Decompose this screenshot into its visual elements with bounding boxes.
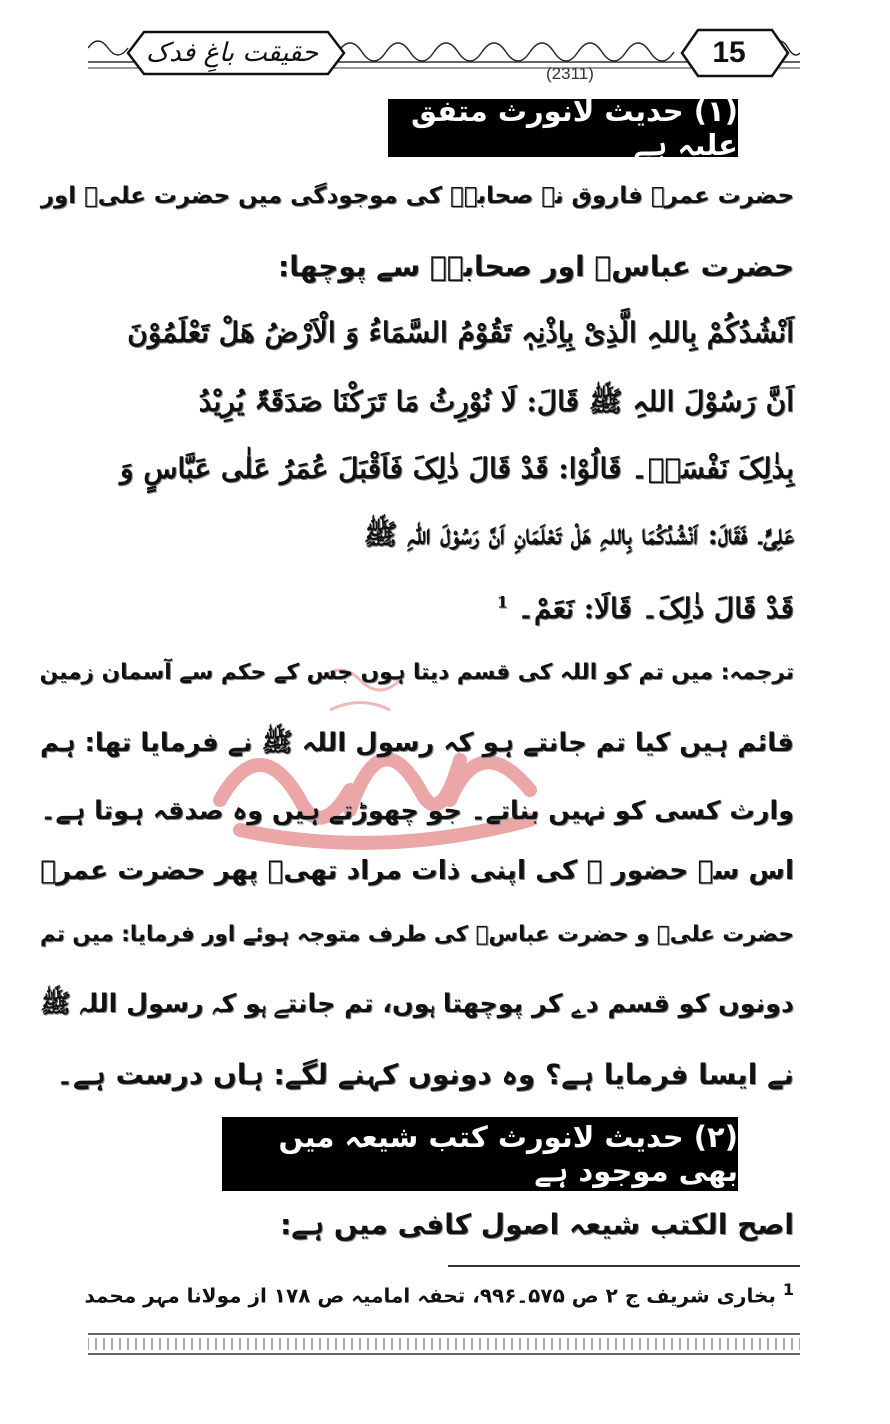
intro-line: حضرت عباسؓ اور صحابہؓ سے پوچھا: bbox=[278, 250, 794, 283]
explanation-line: اس سے حضور ﷺ کی اپنی ذات مراد تھی۔ پھر حضرت عمرؓ bbox=[40, 855, 794, 886]
arabic-line: بِذٰلِکَ نَفْسَہٗ۔ قَالُوْا: قَدْ قَالَ ذٰلِکَ فَاَقْبَلَ عُمَرُ عَلٰی عَبَّاسٍ وَ bbox=[120, 452, 794, 485]
arabic-line: اَنْشُدُکُمْ بِاللہِ الَّذِیْ بِاِذْنِہٖ تَقُوْمُ السَّمَاءُ وَ الْاَرْضُ ھَلْ تَعْلَمُوْنَ bbox=[127, 316, 794, 349]
translation-line: ترجمہ: میں تم کو اللہ کی قسم دیتا ہوں جس کے حکم سے آسمان زمین bbox=[39, 660, 794, 685]
footnote-number: 1 bbox=[782, 1280, 794, 1299]
translation-line: قائم ہیں کیا تم جانتے ہو کہ رسول اللہ ﷺ نے فرمایا تھا: ہم bbox=[40, 728, 794, 758]
page-header bbox=[88, 22, 800, 82]
reference-number: (2311) bbox=[546, 64, 594, 83]
explanation-line: حضرت علیؓ و حضرت عباسؓ کی طرف متوجہ ہوئے اور فرمایا: میں تم bbox=[40, 922, 794, 947]
explanation-line: دونوں کو قسم دے کر پوچھتا ہوں، تم جانتے ہو کہ رسول اللہ ﷺ bbox=[40, 988, 794, 1018]
translation-line: وارث کسی کو نہیں بناتے۔ جو چھوڑتے ہیں وہ صدقہ ہوتا ہے۔ bbox=[40, 795, 794, 825]
arabic-line-text: قَدْ قَالَ ذٰلِکَ۔ قَالَا: نَعَمْ۔ bbox=[517, 592, 794, 625]
footnote bbox=[84, 1280, 794, 1308]
section-heading-2: (۲) حدیث لانورث کتب شیعہ میں بھی موجود ہے bbox=[222, 1117, 738, 1191]
arabic-line-last bbox=[497, 592, 794, 625]
explanation-line: نے ایسا فرمایا ہے؟ وہ دونوں کہنے لگے: ہاں درست ہے۔ bbox=[56, 1058, 794, 1091]
book-title: حقیقت باغِ فدک bbox=[145, 38, 319, 68]
section-heading-1: (۱) حدیث لانورث متفق علیہ ہے bbox=[388, 99, 738, 157]
section2-intro: اصح الکتب شیعہ اصول کافی میں ہے: bbox=[280, 1208, 794, 1241]
arabic-line: اَنَّ رَسُوْلَ اللہِ ﷺ قَالَ: لَا نُوْرِثُ مَا تَرَکْنَا صَدَقَۃٌ یُرِیْدُ bbox=[198, 385, 794, 418]
footnote-divider bbox=[448, 1265, 800, 1267]
footnote-text: بخاری شریف ج ۲ ص ۵۷۵۔۹۹۶، تحفہ امامیہ ص ۱۷۸ از مولانا مہر محمد bbox=[84, 1283, 776, 1308]
footnote-marker: 1 bbox=[496, 592, 508, 612]
intro-line: حضرت عمرؓ فاروق نے صحابہؓ کی موجودگی میں حضرت علیؓ اور bbox=[40, 183, 794, 209]
arabic-line: عَلِیٍّ۔ فَقَالَ: اَنْشُدُکُمَا بِاللہِ ھَلْ تَعْلَمَانِ اَنَّ رَسُوْلَ اللہِ ﷺ bbox=[363, 518, 794, 551]
footer-ornament-icon bbox=[88, 1330, 800, 1358]
page-number: 15 bbox=[712, 36, 746, 69]
